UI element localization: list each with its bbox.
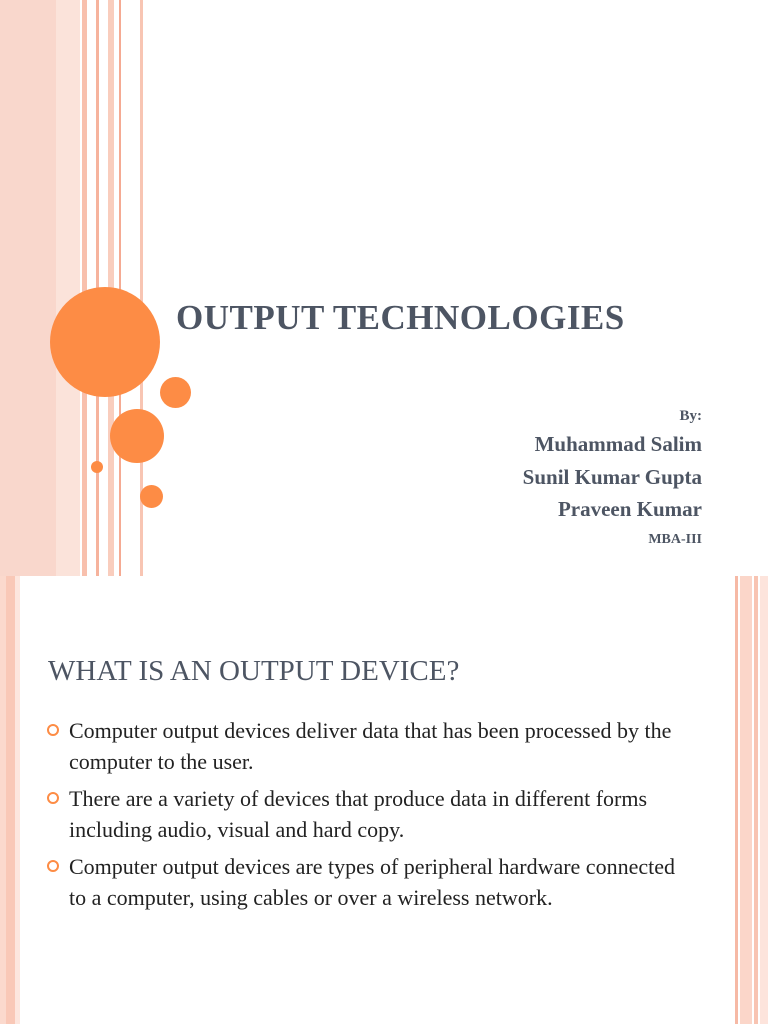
by-label: By: (679, 408, 702, 424)
decorative-stripe (6, 576, 15, 1024)
author-name: Muhammad Salim (534, 432, 702, 456)
decorative-stripe (760, 576, 768, 1024)
bullet-text: Computer output devices are types of peripheral hardware connected to a computer, using cables or over a wireless network. (69, 854, 675, 910)
decorative-stripe (82, 0, 87, 576)
bullet-item (46, 851, 696, 913)
decorative-stripe (15, 576, 20, 1024)
decorative-circle-medium (110, 409, 164, 463)
decorative-circle-small (140, 485, 163, 508)
presentation-title: OUTPUT TECHNOLOGIES (176, 298, 625, 337)
content-slide (0, 576, 768, 1024)
bullet-item (46, 715, 696, 777)
circle-outline-icon (47, 792, 59, 804)
class-label: MBA-III (648, 532, 702, 547)
circle-outline-icon (47, 860, 59, 872)
decorative-stripe (56, 0, 80, 576)
bullet-list (46, 715, 696, 919)
decorative-circle-medium (160, 377, 191, 408)
decorative-circle-large (50, 287, 160, 397)
bullet-text: Computer output devices deliver data that has been processed by the computer to the user. (69, 718, 672, 774)
author-name: Praveen Kumar (557, 497, 702, 521)
slide-heading: WHAT IS AN OUTPUT DEVICE? (48, 655, 460, 687)
bullet-text: There are a variety of devices that produce data in different forms including audio, visual and hard copy. (69, 786, 648, 842)
decorative-circle-tiny (91, 461, 103, 473)
circle-outline-icon (47, 724, 59, 736)
decorative-stripe (735, 576, 738, 1024)
author-name: Sunil Kumar Gupta (522, 465, 702, 489)
bullet-item (46, 783, 696, 845)
decorative-stripe (0, 0, 56, 576)
decorative-stripe (754, 576, 758, 1024)
decorative-stripe (740, 576, 752, 1024)
